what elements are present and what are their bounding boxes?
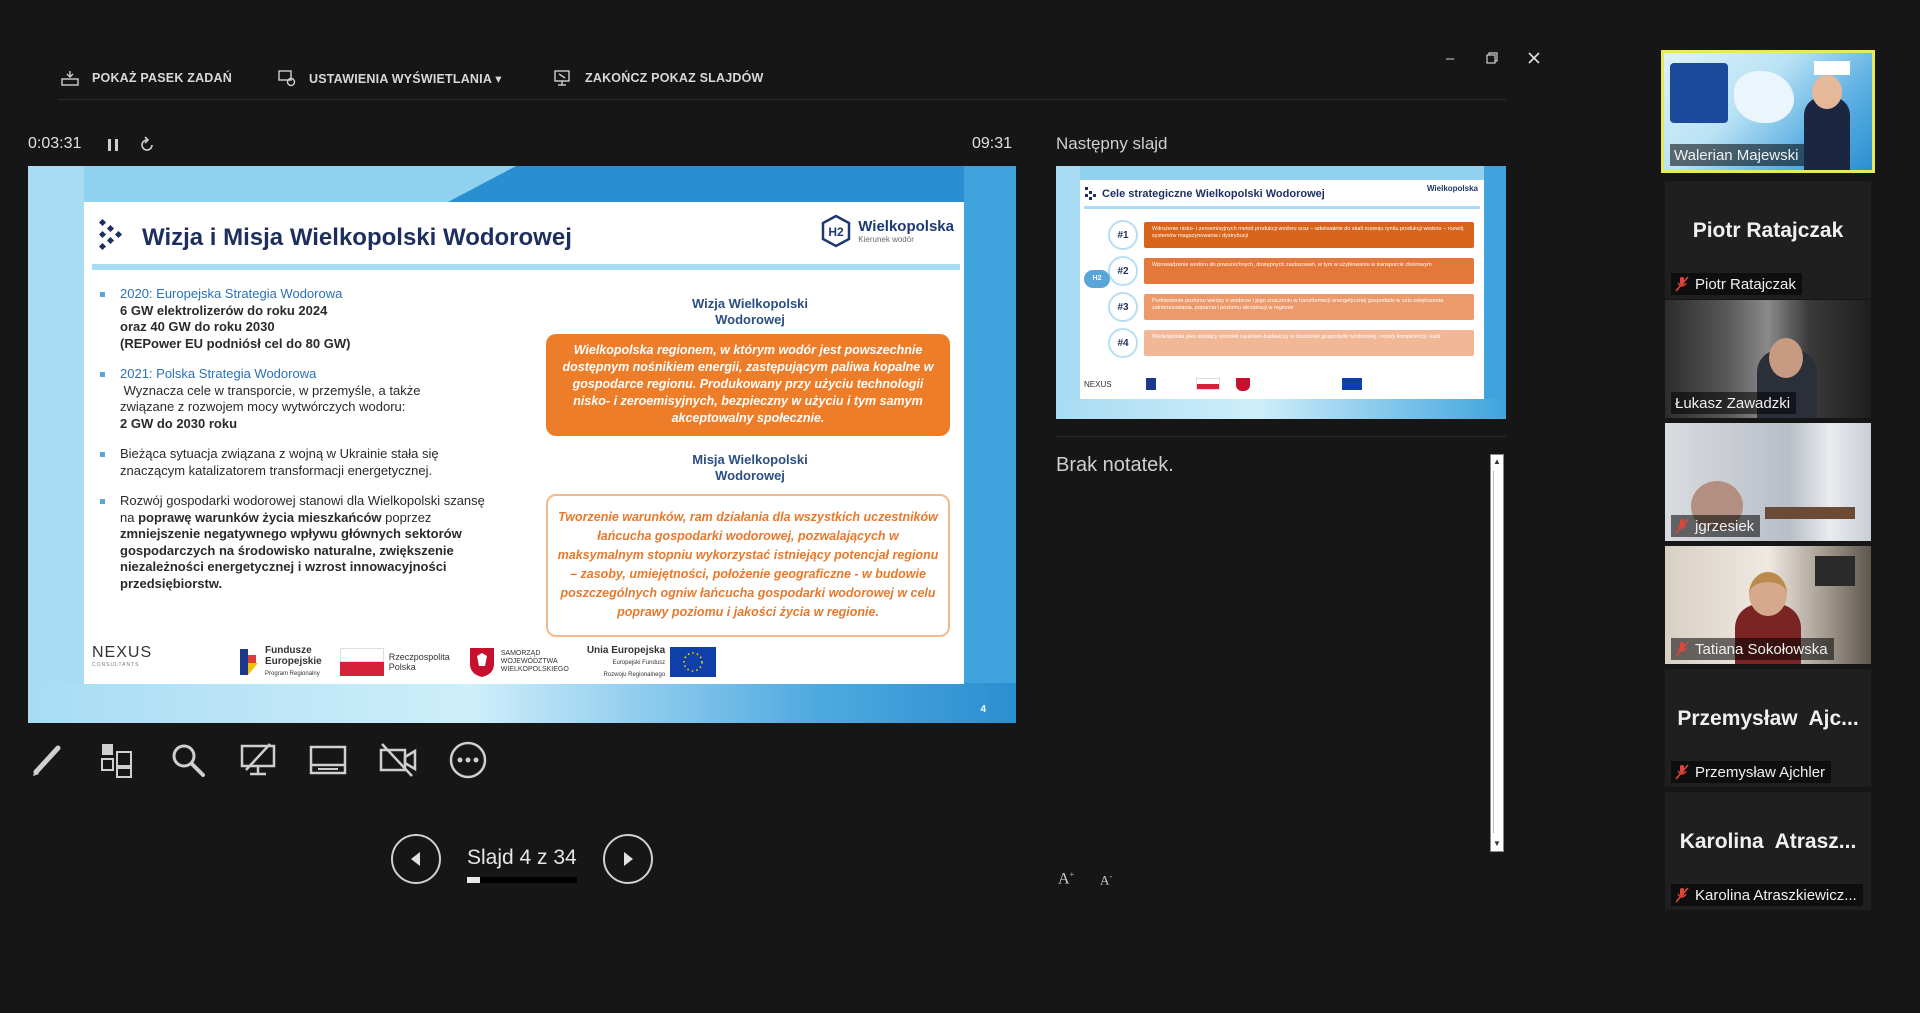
nexus-logo: NEXUS: [92, 644, 153, 661]
all-slides-icon: [98, 740, 138, 780]
current-time: 09:31: [972, 135, 1013, 152]
slide-page-number: 4: [980, 704, 986, 715]
participant-name: Walerian Majewski: [1674, 146, 1799, 164]
slide-decoration: [1056, 399, 1506, 419]
eu-flag-icon: [1342, 378, 1362, 390]
vision-heading-line: Wodorowej: [715, 312, 785, 327]
slide-decoration: [28, 683, 1016, 723]
elapsed-timer: 0:03:31: [28, 135, 82, 152]
participant-tile[interactable]: [1665, 792, 1871, 910]
slide-title: Wizja i Misja Wielkopolski Wodorowej: [142, 224, 572, 251]
pen-icon: [28, 740, 68, 780]
mic-off-icon: [1675, 518, 1689, 534]
vision-heading: [550, 296, 950, 328]
pen-tool-button[interactable]: [26, 738, 70, 782]
participant-label: [1671, 761, 1831, 783]
participant-label: [1671, 884, 1863, 906]
next-slide-content: [1080, 180, 1484, 399]
zoom-icon: [168, 740, 208, 780]
title-rule: [92, 264, 960, 270]
bullet-line: związane z rozwojem mocy wytwórczych wodoru:: [120, 399, 406, 414]
speaker-notes[interactable]: Brak notatek.: [1056, 454, 1174, 476]
bullet-line: (REPower EU podniósł cel do 80 GW): [120, 335, 351, 351]
restart-icon[interactable]: [138, 136, 156, 154]
notes-divider: [1056, 436, 1506, 437]
title-rule: [1084, 206, 1480, 209]
mic-off-icon: [1675, 764, 1689, 780]
sw-line: WOJEWÓDZTWA: [500, 658, 558, 665]
participant-name: Piotr Ratajczak: [1695, 275, 1796, 293]
goal-badge: #3: [1108, 292, 1138, 322]
rp-line: Polska: [388, 662, 416, 672]
bullet-heading: 2021: Polska Strategia Wodorowa: [120, 366, 317, 381]
participant-label: [1670, 144, 1804, 166]
subtitles-icon: [308, 740, 348, 780]
slide-decoration: [1056, 166, 1506, 180]
zoom-button[interactable]: [166, 738, 210, 782]
bullet-list: [96, 286, 496, 606]
close-button[interactable]: [1520, 46, 1548, 70]
slide-decoration: [1056, 166, 1080, 419]
participant-label: [1671, 273, 1802, 295]
participant-placeholder-name: Piotr Ratajczak: [1692, 219, 1844, 242]
coat-of-arms-icon: [1236, 378, 1250, 391]
next-slide-logo-strip: [1146, 378, 1406, 392]
bullet-item: [96, 493, 496, 592]
scroll-thumb[interactable]: [1493, 471, 1501, 833]
slide-progress-bar: [467, 877, 577, 883]
fe-logo-icon: [238, 647, 260, 677]
black-screen-button[interactable]: [236, 738, 280, 782]
goal-badge: #2: [1108, 256, 1138, 286]
goal-badge: #1: [1108, 220, 1138, 250]
mic-off-icon: [1675, 887, 1689, 903]
participant-name: Tatiana Sokołowska: [1695, 640, 1828, 658]
h2-hexagon-icon: [820, 214, 852, 248]
participant-label: [1671, 638, 1834, 660]
participant-name: Przemysław Ajchler: [1695, 763, 1826, 781]
bullet-heading: 2020: Europejska Strategia Wodorowa: [120, 286, 343, 301]
mission-box: Tworzenie warunków, ram działania dla wszystkich uczestników łańcucha gospodarki wodorowej, pozwalających w maksymalnym stopniu wykorzystać istniejący potencjał regionu – zasoby, umiejętności, położenie geograficzne - w budowie poszczególnych ogniw łańcucha gospodarki wodorowej w celu poprawy poziomu i jakości życia w regionie.: [546, 494, 950, 637]
decrease-font-button[interactable]: A-: [1100, 872, 1113, 888]
next-slide-title: Cele strategiczne Wielkopolski Wodorowej: [1102, 188, 1325, 200]
participant-name: jgrzesiek: [1695, 517, 1755, 535]
slide-decoration: [964, 166, 1016, 723]
logo-h2-text: H2: [828, 225, 844, 239]
show-taskbar-button[interactable]: [60, 68, 232, 88]
mission-heading: [550, 452, 950, 484]
close-icon: [1528, 52, 1540, 64]
goal-row: Wielkopolska jako wiodący ośrodek naukowo-badawczy w dziedzinie gospodarki wodorowej, rozwój kompetencji i kadr: [1144, 330, 1474, 356]
sw-line: WIELKOPOLSKIEGO: [500, 666, 569, 673]
goal-row: Wprowadzenie wodoru do powszechnych, dostępnych zastosowań, w tym w użytkowaniu w transporcie zbiorowym: [1144, 258, 1474, 284]
next-icon: [619, 850, 637, 868]
camera-off-icon: [378, 740, 418, 780]
fe-line: Europejskie: [265, 656, 322, 667]
bullet-line: Wyznacza cele w transporcie, w przemyśle, a także: [120, 382, 421, 398]
bullet-item: [96, 286, 496, 352]
participant-tile[interactable]: [1665, 546, 1871, 664]
goal-row: Wdrożenie nisko- i zeroemisyjnych metod produkcji wodoru oraz – adekwatnie do skali rozwoju rynku produkcji wodoru – rozwój systemów magazynowania i dystrybucji: [1144, 222, 1474, 248]
unia-europejska-logo: [587, 645, 716, 680]
restore-button[interactable]: [1478, 46, 1506, 70]
end-show-icon: [553, 69, 573, 87]
minimize-button[interactable]: –: [1445, 49, 1455, 67]
bullet-text: poprzez: [381, 509, 432, 525]
participant-placeholder-name: Przemysław Ajc...: [1677, 707, 1859, 730]
mic-off-icon: [1675, 276, 1689, 292]
bullet-line: oraz 40 GW do roku 2030: [120, 319, 275, 334]
more-icon: [448, 740, 488, 780]
mic-off-icon: [1675, 641, 1689, 657]
slide-decoration: [448, 166, 1016, 202]
all-slides-button[interactable]: [96, 738, 140, 782]
current-slide[interactable]: [28, 166, 1016, 723]
vision-box: Wielkopolska regionem, w którym wodór jest powszechnie dostępnym nośnikiem energii, zastępującym paliwa kopalne w gospodarce regionu. Produkowany przy użyciu technologii nisko- i zeroemisyjnych, bezpieczny w użyciu i tym samym akceptowalny społecznie.: [546, 334, 950, 436]
pause-icon[interactable]: [104, 136, 122, 154]
participant-name: Łukasz Zawadzki: [1675, 394, 1791, 412]
restore-icon: [1486, 52, 1498, 64]
taskbar-icon: [60, 69, 80, 87]
slide-decoration: [28, 166, 84, 723]
bullet-text: Bieżąca sytuacja związana z wojną w Ukrainie stała się znaczącym katalizatorem transformacji energetycznej.: [120, 446, 439, 478]
previous-icon: [407, 850, 425, 868]
increase-font-icon: A: [1058, 870, 1070, 888]
participant-label: [1671, 392, 1796, 414]
fe-line: Program Regionalny: [265, 671, 320, 677]
participant-tile[interactable]: [1665, 181, 1871, 299]
slide-footer: [92, 640, 962, 684]
polish-flag-icon: [1196, 378, 1220, 390]
toolbar-divider: [58, 99, 1506, 100]
bullet-bold-text: poprawę warunków życia mieszkańców: [138, 509, 382, 525]
next-slide-preview[interactable]: [1056, 166, 1506, 419]
ue-line: Rozwoju Regionalnego: [603, 671, 666, 678]
show-taskbar-label: POKAŻ PASEK ZADAŃ: [92, 71, 232, 85]
slide-progress-fill: [467, 877, 480, 883]
slide-counter[interactable]: Slajd 4 z 34: [467, 846, 577, 869]
dots-logo-icon: [1084, 186, 1098, 202]
bullet-item: [96, 366, 496, 432]
bullet-line: 2 GW do 2030 roku: [120, 415, 238, 431]
slide-content: [84, 202, 964, 684]
increase-font-button[interactable]: A+: [1058, 870, 1075, 888]
next-slide-label: Następny slajd: [1056, 134, 1168, 153]
dots-logo-icon: [96, 216, 132, 256]
ue-line: Europejski Fundusz: [612, 659, 666, 666]
black-screen-icon: [238, 740, 278, 780]
subtitles-button[interactable]: [306, 738, 350, 782]
samorzad-logo: [468, 646, 569, 678]
logo-subtitle: Kierunek wodór: [858, 235, 914, 244]
fe-line: Fundusze: [265, 645, 312, 656]
wielkopolska-logo: [820, 214, 954, 248]
bullet-line: 6 GW elektrolizerów do roku 2024: [120, 302, 328, 318]
end-show-button[interactable]: [553, 68, 764, 88]
participant-tile-active-speaker[interactable]: [1661, 50, 1875, 173]
nexus-logo-sub: CONSULTANTS: [92, 662, 140, 668]
fundusze-europejskie-logo: [238, 645, 322, 679]
display-settings-icon: [277, 69, 297, 87]
rp-line: Rzeczpospolita: [388, 652, 450, 662]
participant-placeholder-name: Karolina Atrasz...: [1679, 830, 1857, 853]
fe-logo-icon: [1146, 378, 1180, 390]
scroll-down-icon[interactable]: ▼: [1493, 839, 1501, 848]
bullet-item: [96, 446, 496, 479]
spacer: [1266, 378, 1326, 390]
participant-name: Karolina Atraszkiewicz...: [1695, 886, 1857, 904]
more-options-button[interactable]: [446, 738, 490, 782]
end-show-label: ZAKOŃCZ POKAZ SLAJDÓW: [585, 71, 764, 85]
polish-flag-icon: [340, 648, 384, 676]
h2-bubble-icon: H2: [1084, 270, 1110, 288]
ue-line: Unia Europejska: [586, 644, 666, 656]
slide-decoration: [1484, 166, 1506, 419]
vision-heading-line: Wizja Wielkopolski: [691, 296, 809, 311]
bullet-bold-text: zmniejszenie negatywnego wpływu głównych sektorów gospodarczych na środowisko naturalne, zwiększenie niezależności energetycznej i wzrost innowacyjności przedsiębiorstw.: [120, 526, 462, 591]
sw-line: SAMORZĄD: [500, 650, 541, 657]
notes-scrollbar[interactable]: [1490, 454, 1504, 852]
participant-tile[interactable]: [1665, 669, 1871, 787]
rzeczpospolita-logo: [340, 648, 450, 676]
previous-slide-button[interactable]: [391, 834, 441, 884]
mission-heading-line: Wodorowej: [715, 468, 785, 483]
logo-name: Wielkopolska: [858, 218, 954, 235]
goal-badge: #4: [1108, 328, 1138, 358]
bullet-text: Rozwój gospodarki wodorowej stanowi dla Wielkopolski szansę na: [120, 493, 485, 525]
eu-flag-icon: [670, 647, 716, 677]
decrease-font-icon: A: [1100, 872, 1110, 888]
goal-row: Podniesienie poziomu wiedzy o wodorze i jego znaczeniu w transformacji energetycznej gospodarki w celu zwiększenia zainteresowania, poparcia i poziomu akceptacji w regionie: [1144, 294, 1474, 320]
next-slide-footer: NEXUS: [1084, 380, 1112, 389]
eu-logo-strip: [238, 640, 812, 684]
display-settings-label: USTAWIENIA WYŚWIETLANIA ▾: [309, 71, 502, 86]
coat-of-arms-icon: [468, 646, 496, 678]
participant-label: [1671, 515, 1760, 537]
mission-heading-line: Misja Wielkopolski: [692, 452, 808, 467]
display-settings-button[interactable]: [277, 68, 502, 88]
next-slide-logo: Wielkopolska: [1426, 184, 1478, 193]
next-slide-button[interactable]: [603, 834, 653, 884]
camera-toggle-button[interactable]: [376, 738, 420, 782]
scroll-up-icon[interactable]: ▲: [1493, 457, 1501, 466]
participant-tile[interactable]: [1665, 300, 1871, 418]
participant-tile[interactable]: [1665, 423, 1871, 541]
